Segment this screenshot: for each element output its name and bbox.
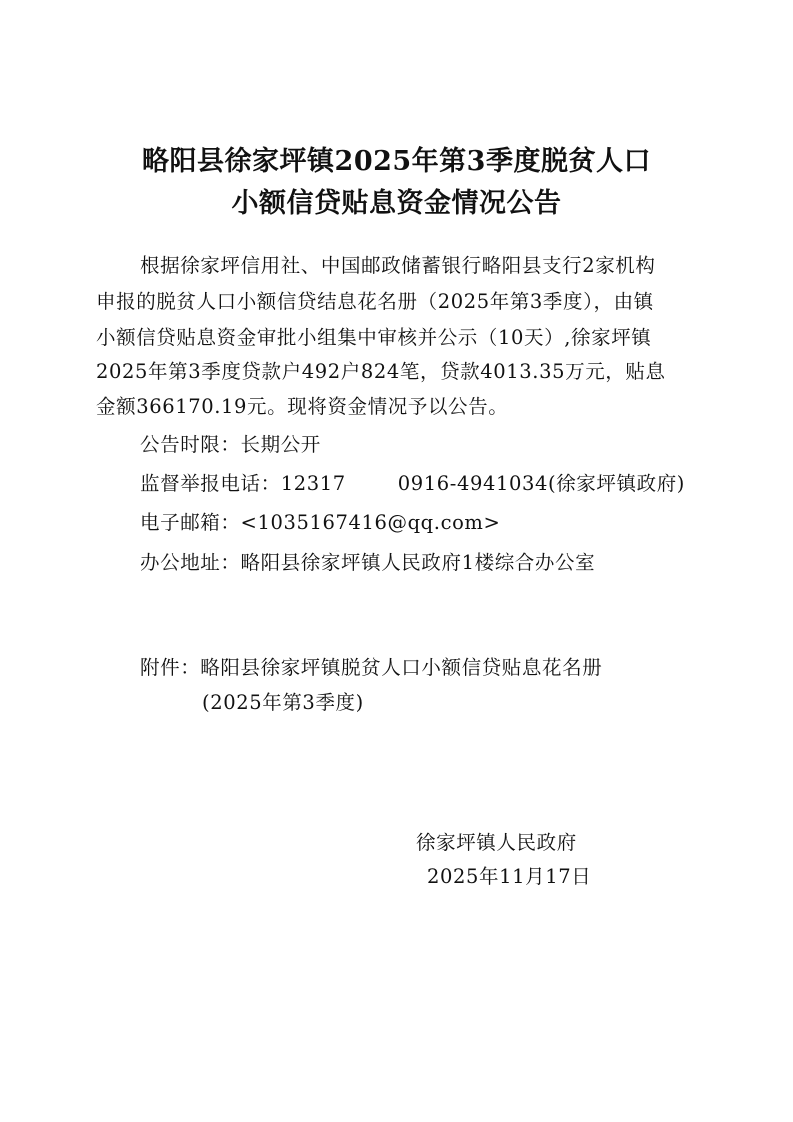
notice-period: 公告时限：长期公开 <box>140 433 321 456</box>
body-line-3: 小额信贷贴息资金审批小组集中审核并公示（10天）,徐家坪镇 <box>96 326 652 349</box>
signature-date: 2025年11月17日 <box>427 865 592 888</box>
body-line-1: 根据徐家坪信用社、中国邮政储蓄银行略阳县支行2家机构 <box>140 254 656 277</box>
body-line-5: 金额366170.19元。现将资金情况予以公告。 <box>96 395 509 418</box>
signature-organization: 徐家坪镇人民政府 <box>416 831 577 854</box>
email-line: 电子邮箱：<1035167416@qq.com> <box>140 511 501 534</box>
hotline-row <box>140 468 685 496</box>
document-title-line-1: 略阳县徐家坪镇2025年第3季度脱贫人口 <box>142 146 651 177</box>
hotline-label: 监督举报电话：12317 <box>140 472 346 495</box>
document-title-line-2: 小额信贷贴息资金情况公告 <box>231 188 562 219</box>
body-line-2: 申报的脱贫人口小额信贷结息花名册（2025年第3季度），由镇 <box>96 290 654 313</box>
hotline-second-number: 0916-4941034(徐家坪镇政府) <box>397 472 686 495</box>
attachment-line-1: 附件：略阳县徐家坪镇脱贫人口小额信贷贴息花名册 <box>140 656 603 679</box>
office-address: 办公地址：略阳县徐家坪镇人民政府1楼综合办公室 <box>140 551 596 574</box>
body-line-4: 2025年第3季度贷款户492户824笔，贷款4013.35万元，贴息 <box>96 360 666 383</box>
attachment-line-2: (2025年第3季度) <box>202 691 364 714</box>
